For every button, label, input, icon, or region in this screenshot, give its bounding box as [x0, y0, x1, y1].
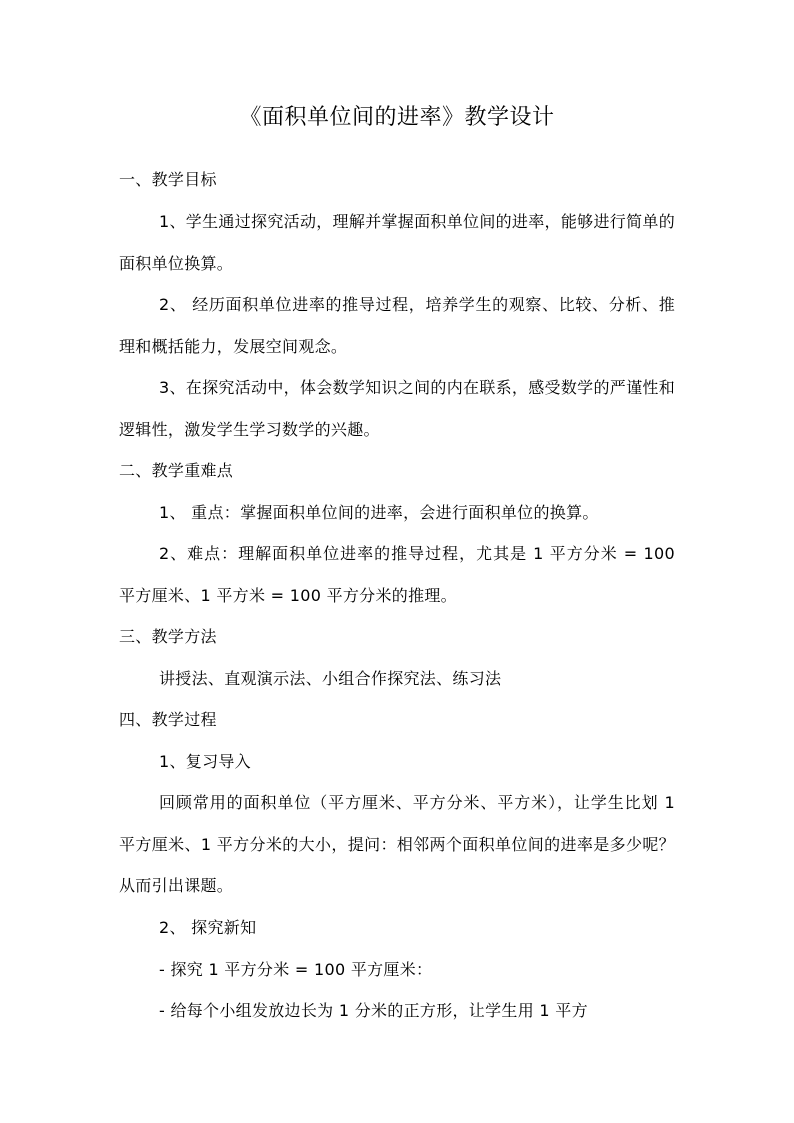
step-2-bullet-1: - 探究 1 平方分米 = 100 平方厘米：	[159, 960, 433, 979]
document-title: 《面积单位间的进率》教学设计	[239, 105, 555, 130]
section-heading-process: 四、教学过程	[119, 710, 217, 729]
objective-3: 3、在探究活动中，体会数学知识之间的内在联系，感受数学的严谨性和逻辑性，激发学生学习数学的兴趣。	[119, 378, 675, 439]
step-2-title: 2、 探究新知	[159, 918, 257, 937]
methods-list: 讲授法、直观演示法、小组合作探究法、练习法	[159, 669, 502, 688]
difficult-point: 2、难点：理解面积单位进率的推导过程，尤其是 1 平方分米 = 100 平方厘米、1 平方米 = 100 平方分米的推理。	[119, 544, 675, 605]
step-1-text: 回顾常用的面积单位（平方厘米、平方分米、平方米），让学生比划 1 平方厘米、1 平方分米的大小，提问：相邻两个面积单位间的进率是多少呢？从而引出课题。	[119, 793, 675, 895]
step-2-bullet-2: - 给每个小组发放边长为 1 分米的正方形，让学生用 1 平方	[159, 1001, 588, 1020]
objective-1: 1、学生通过探究活动，理解并掌握面积单位间的进率，能够进行简单的面积单位换算。	[119, 212, 675, 273]
section-heading-objectives: 一、教学目标	[119, 170, 217, 189]
section-heading-key-points: 二、教学重难点	[119, 461, 234, 480]
objective-2: 2、 经历面积单位进率的推导过程，培养学生的观察、比较、分析、推理和概括能力，发展空间观念。	[119, 295, 675, 356]
step-1-title: 1、复习导入	[159, 752, 251, 771]
section-heading-methods: 三、教学方法	[119, 627, 217, 646]
key-point: 1、 重点：掌握面积单位间的进率，会进行面积单位的换算。	[159, 503, 599, 522]
